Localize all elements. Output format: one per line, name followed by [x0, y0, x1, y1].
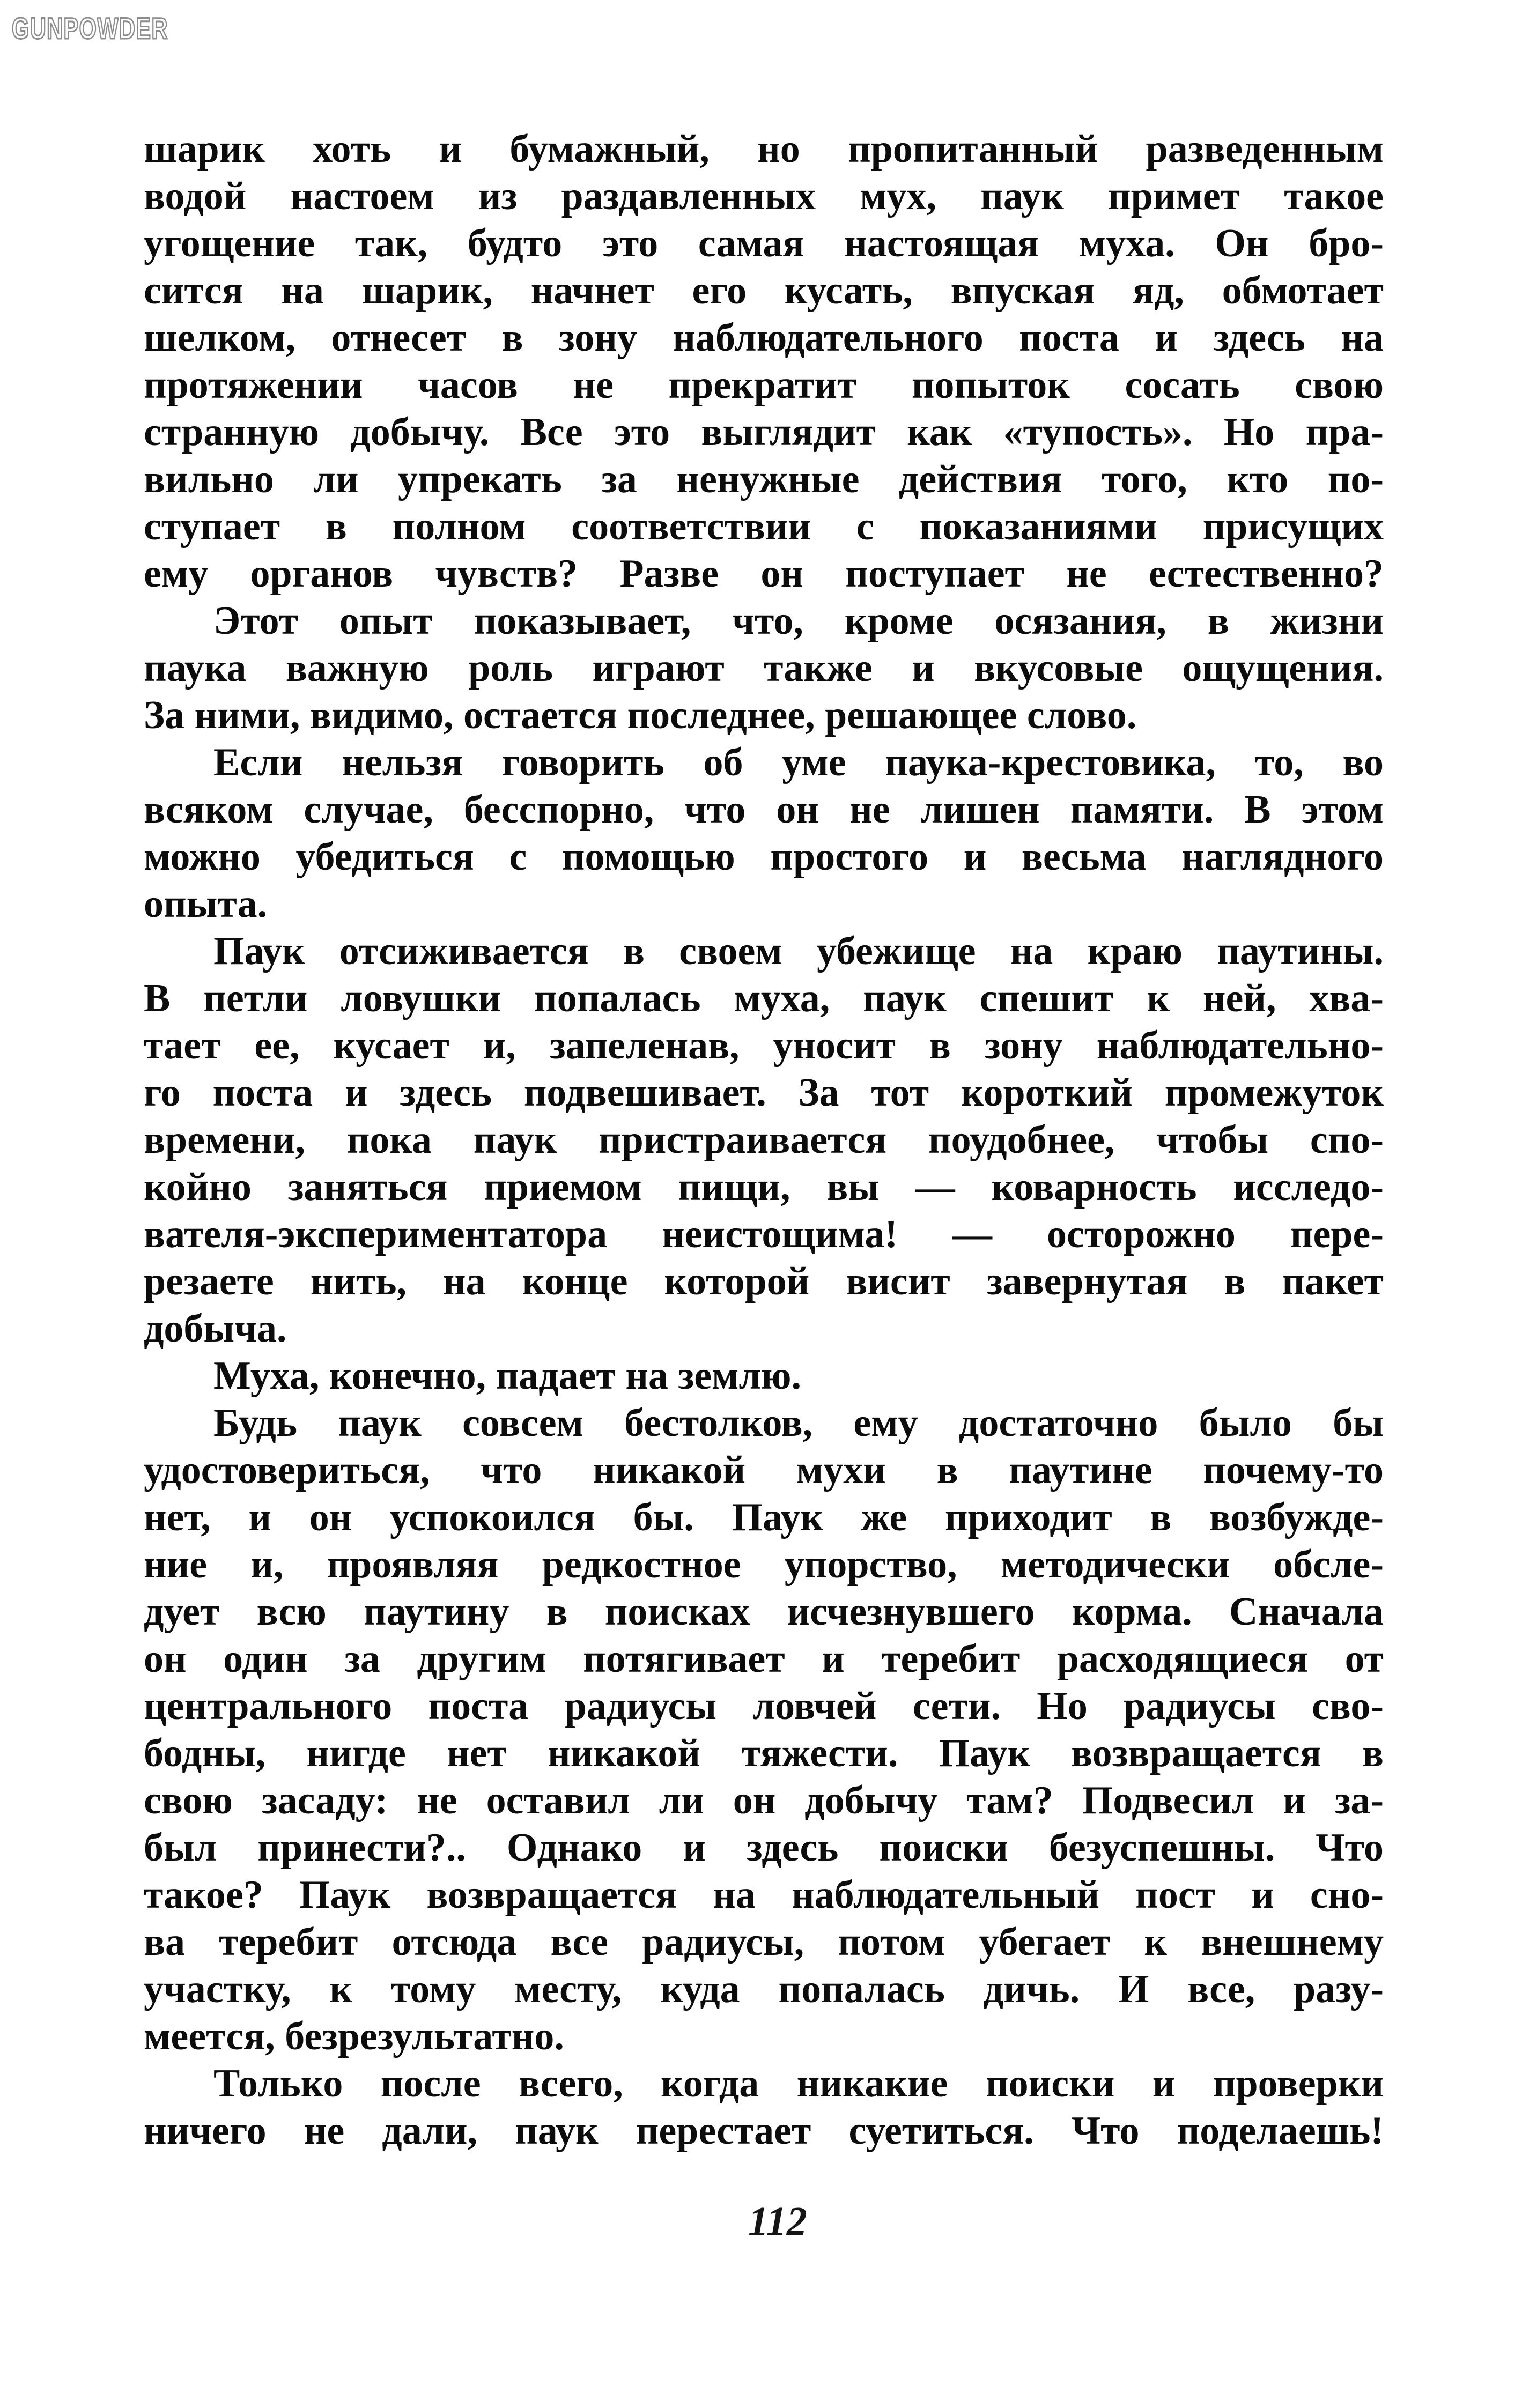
text-line: нет, и он успокоился бы. Паук же приходит в возбужде- — [144, 1495, 1384, 1539]
text-line: угощение так, будто это самая настоящая муха. Он бро- — [144, 221, 1384, 265]
text-line: свою засаду: не оставил ли он добычу там? Подвесил и за- — [144, 1779, 1384, 1822]
text-line: ему органов чувств? Разве он поступает не естественно? — [144, 552, 1384, 596]
text-line: Этот опыт показывает, что, кроме осязания, в жизни — [213, 599, 1384, 643]
text-line: сится на шарик, начнет его кусать, впуская яд, обмотает — [144, 269, 1384, 313]
text-line: протяжении часов не прекратит попыток сосать свою — [144, 363, 1384, 407]
text-line: Муха, конечно, падает на землю. — [213, 1354, 802, 1398]
page-number: 112 — [748, 2199, 807, 2244]
text-line: центрального поста радиусы ловчей сети. Но радиусы сво- — [144, 1684, 1384, 1728]
text-line: ничего не дали, паук перестает суетиться. Что поделаешь! — [144, 2109, 1384, 2153]
text-line: шелком, отнесет в зону наблюдательного поста и здесь на — [144, 316, 1384, 360]
text-line: Если нельзя говорить об уме паука-крестовика, то, во — [213, 740, 1384, 784]
text-line: опыта. — [144, 882, 268, 926]
text-line: бодны, нигде нет никакой тяжести. Паук возвращается в — [144, 1731, 1384, 1775]
text-line: койно заняться приемом пищи, вы — коварность исследо- — [144, 1165, 1384, 1209]
text-line: резаете нить, на конце которой висит завернутая в пакет — [144, 1259, 1384, 1303]
text-line: вателя-экспериментатора неистощима! — осторожно пере- — [144, 1212, 1384, 1256]
text-line: такое? Паук возвращается на наблюдательный пост и сно- — [144, 1873, 1384, 1917]
text-line: шарик хоть и бумажный, но пропитанный разведенным — [144, 127, 1384, 171]
text-line: ступает в полном соответствии с показаниями присущих — [144, 505, 1384, 549]
text-line: удостовериться, что никакой мухи в паутине почему-то — [144, 1448, 1384, 1492]
text-line: он один за другим потягивает и теребит расходящиеся от — [144, 1637, 1384, 1681]
body-text-block — [144, 125, 1384, 2154]
text-line: был принести?.. Однако и здесь поиски безуспешны. Что — [144, 1826, 1384, 1870]
text-line: Будь паук совсем бестолков, ему достаточно было бы — [213, 1401, 1384, 1445]
text-line: всяком случае, бесспорно, что он не лишен памяти. В этом — [144, 788, 1384, 832]
text-line: водой настоем из раздавленных мух, паук примет такое — [144, 174, 1384, 218]
text-line: меется, безрезультатно. — [144, 2014, 564, 2058]
text-line: времени, пока паук пристраивается поудобнее, чтобы спо- — [144, 1118, 1384, 1162]
text-line: ва теребит отсюда все радиусы, потом убегает к внешнему — [144, 1920, 1384, 1964]
text-line: тает ее, кусает и, запеленав, уносит в зону наблюдательно- — [144, 1024, 1384, 1068]
text-line: Паук отсиживается в своем убежище на краю паутины. — [213, 929, 1384, 973]
gunpowder-watermark: GUNPOWDER — [12, 11, 168, 45]
text-line: В петли ловушки попалась муха, паук спешит к ней, хва- — [144, 976, 1384, 1020]
text-line: дует всю паутину в поисках исчезнувшего корма. Сначала — [144, 1590, 1384, 1634]
text-line: странную добычу. Все это выглядит как «тупость». Но пра- — [144, 410, 1384, 454]
text-line: добыча. — [144, 1307, 287, 1351]
text-line: вильно ли упрекать за ненужные действия того, кто по- — [144, 457, 1384, 501]
text-line: участку, к тому месту, куда попалась дичь. И все, разу- — [144, 1967, 1384, 2011]
text-line: можно убедиться с помощью простого и весьма наглядного — [144, 835, 1384, 879]
text-line: ние и, проявляя редкостное упорство, методически обсле- — [144, 1543, 1384, 1587]
text-line: го поста и здесь подвешивает. За тот короткий промежуток — [144, 1071, 1384, 1115]
text-line: Только после всего, когда никакие поиски и проверки — [213, 2062, 1384, 2106]
text-line: паука важную роль играют также и вкусовые ощущения. — [144, 646, 1384, 690]
text-line: За ними, видимо, остается последнее, решающее слово. — [144, 693, 1137, 737]
